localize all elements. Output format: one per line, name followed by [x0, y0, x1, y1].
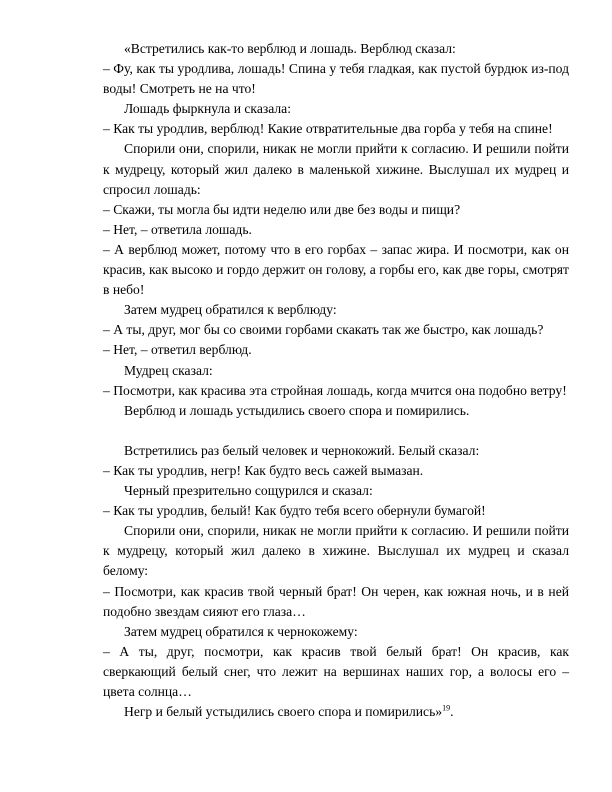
story2-paragraph-7: Затем мудрец обратился к чернокожему:: [124, 623, 358, 639]
story1-paragraph-1: «Встретились как-то верблюд и лошадь. Верблюд сказал:: [124, 41, 456, 56]
story1-paragraph-10: – А ты, друг, мог бы со своими горбами скакать так же быстро, как лошадь?: [103, 322, 544, 338]
story1-paragraph-3: Лошадь фыркнула и сказала:: [124, 101, 291, 117]
story2-paragraph-2: – Как ты уродлив, негр! Как будто весь сажей вымазан.: [103, 462, 424, 478]
story1-paragraph-5: Спорили они, спорили, никак не могли прийти к согласию. И решили пойти к мудрецу, который жил далеко в маленькой хижине. Выслушал их мудрец и спросил лошадь:: [103, 141, 569, 197]
story1-paragraph-11: – Нет, – ответил верблюд.: [103, 342, 252, 358]
story1-paragraph-6: – Скажи, ты могла бы идти неделю или две без воды и пищи?: [103, 201, 461, 217]
story2-paragraph-9: [103, 702, 569, 722]
story2-paragraph-4: – Как ты уродлив, белый! Как будто тебя всего обернули бумагой!: [103, 503, 486, 519]
story1-paragraph-12: Мудрец сказал:: [124, 362, 213, 378]
story1-paragraph-9: Затем мудрец обратился к верблюду:: [124, 302, 337, 318]
story2-paragraph-6: – Посмотри, как красив твой черный брат! Он черен, как южная ночь, и в ней подобно звездам сияют его глаза…: [103, 583, 569, 619]
story1-paragraph-13: – Посмотри, как красива эта стройная лошадь, когда мчится она подобно ветру!: [103, 382, 567, 398]
story2-paragraph-5: Спорили они, спорили, никак не могли прийти к согласию. И решили пойти к мудрецу, который жил далеко в хижине. Выслушал их мудрец и сказал белому:: [103, 523, 569, 579]
section-gap: [103, 421, 569, 441]
story2-paragraph-9-end: .: [450, 704, 454, 720]
footnote-reference: 19: [442, 703, 451, 713]
story2-paragraph-9-text: Негр и белый устыдились своего спора и помирились»: [124, 704, 443, 720]
story1-paragraph-8: – А верблюд может, потому что в его горбах – запас жира. И посмотри, как он красив, как высоко и гордо держит он голову, а горбы его, как две горы, смотрят в небо!: [103, 241, 569, 298]
document-page: [103, 39, 569, 722]
story1-paragraph-2: – Фу, как ты уродлива, лошадь! Спина у тебя гладкая, как пустой бурдюк из-под воды! Смотреть не на что!: [103, 61, 569, 97]
story1-paragraph-14: Верблюд и лошадь устыдились своего спора и помирились.: [124, 402, 470, 418]
story1-paragraph-4: – Как ты уродлив, верблюд! Какие отвратительные два горба у тебя на спине!: [103, 121, 553, 137]
story2-paragraph-8: – А ты, друг, посмотри, как красив твой белый брат! Он красив, как сверкающий белый снег, что лежит на вершинах наших гор, а волосы его – цвета солнца…: [103, 643, 569, 699]
story2-paragraph-3: Черный презрительно сощурился и сказал:: [124, 483, 373, 499]
story2-paragraph-1: Встретились раз белый человек и чернокожий. Белый сказал:: [124, 442, 480, 458]
story1-paragraph-7: – Нет, – ответила лошадь.: [103, 221, 252, 237]
